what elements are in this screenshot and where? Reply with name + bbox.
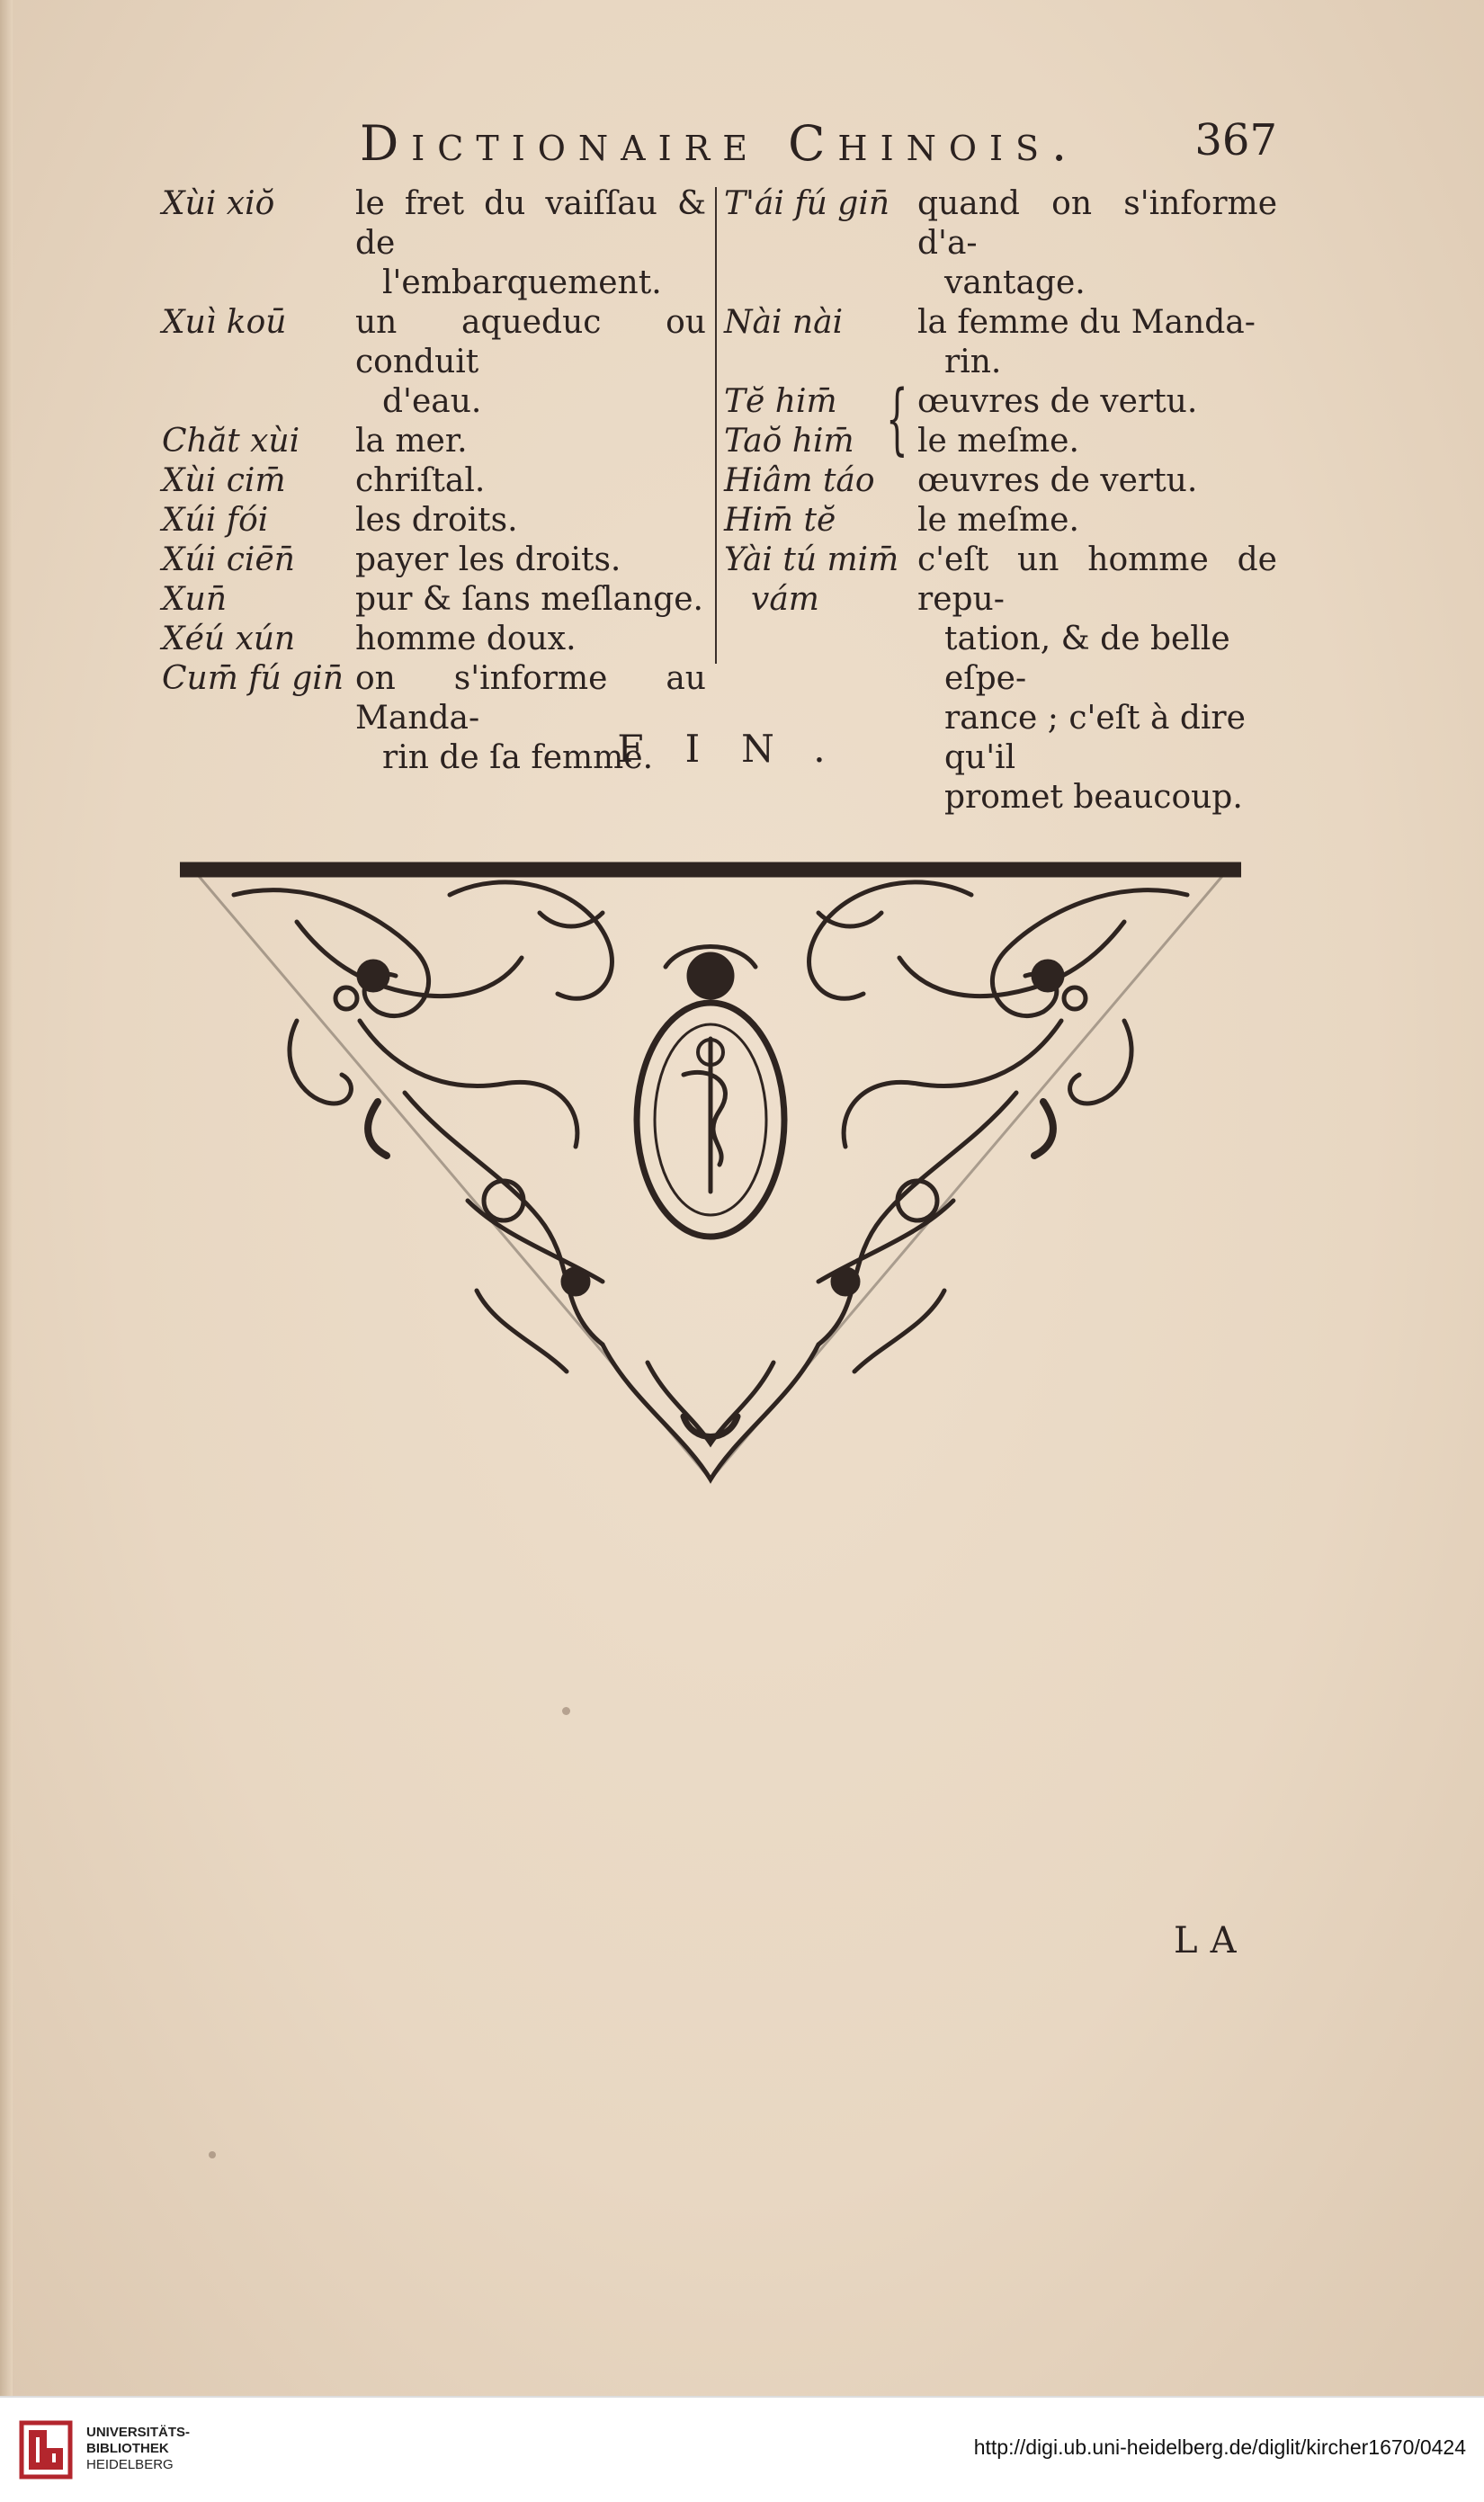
entry-definition-cont: rance ; c'eſt à dire qu'il xyxy=(944,700,1246,776)
entry-term: Him̄ tĕ xyxy=(724,502,836,539)
entry-definition: pur & ſans meſlange. xyxy=(355,581,703,618)
entry-term: Xùi xiŏ xyxy=(162,185,275,222)
left-column xyxy=(162,184,706,778)
entry-definition-cont: rin. xyxy=(944,344,1002,380)
source-url-link[interactable]: http://digi.ub.uni-heidelberg.de/diglit/kircher1670/0424 xyxy=(973,2435,1466,2459)
entry-term: Xùi cim̄ xyxy=(162,462,286,499)
entry-term: Xúi ciēn̄ xyxy=(162,541,295,578)
entry-term: Chăt xùi xyxy=(162,423,300,460)
library-name-line: UNIVERSITÄTS- xyxy=(86,2425,191,2440)
paper-spot xyxy=(209,2151,216,2158)
entry-term: Xéú xún xyxy=(162,621,296,657)
entry-term: Xuì koū xyxy=(162,304,287,341)
column-divider xyxy=(715,187,717,664)
dictionary-entry xyxy=(162,501,706,541)
dictionary-entry xyxy=(724,501,1277,541)
dictionary-entry xyxy=(724,541,1277,818)
entry-definition: quand on s'informe d'a- xyxy=(917,185,1277,262)
dictionary-entry xyxy=(162,303,706,422)
entry-term: Hiâm táo xyxy=(724,462,875,499)
viewer-footer xyxy=(0,2396,1484,2502)
curly-brace-icon: { xyxy=(886,374,908,464)
entry-term: T'ái fú gin̄ xyxy=(724,185,890,222)
running-header xyxy=(360,115,1277,178)
entry-term: Tĕ him̄ xyxy=(724,383,837,420)
ornament-tailpiece xyxy=(180,859,1241,1488)
entry-term: Xun̄ xyxy=(162,581,227,618)
entry-definition-cont: d'eau. xyxy=(382,383,482,420)
entry-definition-cont: rin de ſa femme. xyxy=(382,739,654,776)
entry-definition: œuvres de vertu. xyxy=(917,383,1198,420)
page-edge xyxy=(0,0,13,2396)
entry-term: Taŏ him̄ xyxy=(724,423,854,460)
entry-term: Nài nài xyxy=(724,304,844,341)
dictionary-entry xyxy=(162,184,706,303)
entry-definition: un aqueduc ou conduit xyxy=(355,304,706,380)
dictionary-entry xyxy=(724,422,1277,461)
dictionary-entry xyxy=(162,580,706,620)
dictionary-entry xyxy=(162,461,706,501)
entry-definition-cont: tation, & de belle eſpe- xyxy=(944,621,1230,697)
entry-definition: la femme du Manda- xyxy=(917,304,1256,341)
library-name-line: HEIDELBERG xyxy=(86,2457,174,2472)
entry-definition: le fret du vaiſſau & de xyxy=(355,185,706,262)
paper-spot xyxy=(562,1707,570,1715)
dictionary-entry xyxy=(162,541,706,580)
dictionary-entry xyxy=(724,303,1277,382)
entry-definition: homme doux. xyxy=(355,621,577,657)
library-logo-icon xyxy=(16,2417,76,2482)
entry-term: Cum̄ fú gin̄ xyxy=(162,660,344,697)
entry-term: Xúi fói xyxy=(162,502,269,539)
right-column xyxy=(724,184,1277,818)
entry-definition: les droits. xyxy=(355,502,518,539)
entry-definition: œuvres de vertu. xyxy=(917,462,1198,499)
entry-definition: chriſtal. xyxy=(355,462,486,499)
dictionary-entry xyxy=(162,620,706,659)
entry-definition: c'eſt un homme de repu- xyxy=(917,541,1277,618)
entry-definition: le meſme. xyxy=(917,423,1079,460)
library-name-line: BIBLIOTHEK xyxy=(86,2441,169,2456)
entry-term-cont: vám xyxy=(751,581,819,618)
page-number: 367 xyxy=(1194,115,1277,165)
dictionary-entry xyxy=(724,184,1277,303)
entry-definition-cont: promet beaucoup. xyxy=(944,779,1243,816)
dictionary-entry xyxy=(162,422,706,461)
dictionary-entry xyxy=(724,461,1277,501)
entry-term: Yài tú mim̄ xyxy=(724,541,899,578)
entry-definition-cont: l'embarquement. xyxy=(382,264,662,301)
entry-definition: le meſme. xyxy=(917,502,1079,539)
entry-definition: payer les droits. xyxy=(355,541,621,578)
header-title: Dictionaire Chinois. xyxy=(360,115,1080,172)
catchword: LA xyxy=(1174,1920,1249,1961)
entry-definition: on s'informe au Manda- xyxy=(355,660,706,737)
library-name xyxy=(86,2425,190,2473)
entry-definition-cont: vantage. xyxy=(944,264,1086,301)
entry-definition: la mer. xyxy=(355,423,468,460)
fin-heading: FIN. xyxy=(617,727,867,771)
